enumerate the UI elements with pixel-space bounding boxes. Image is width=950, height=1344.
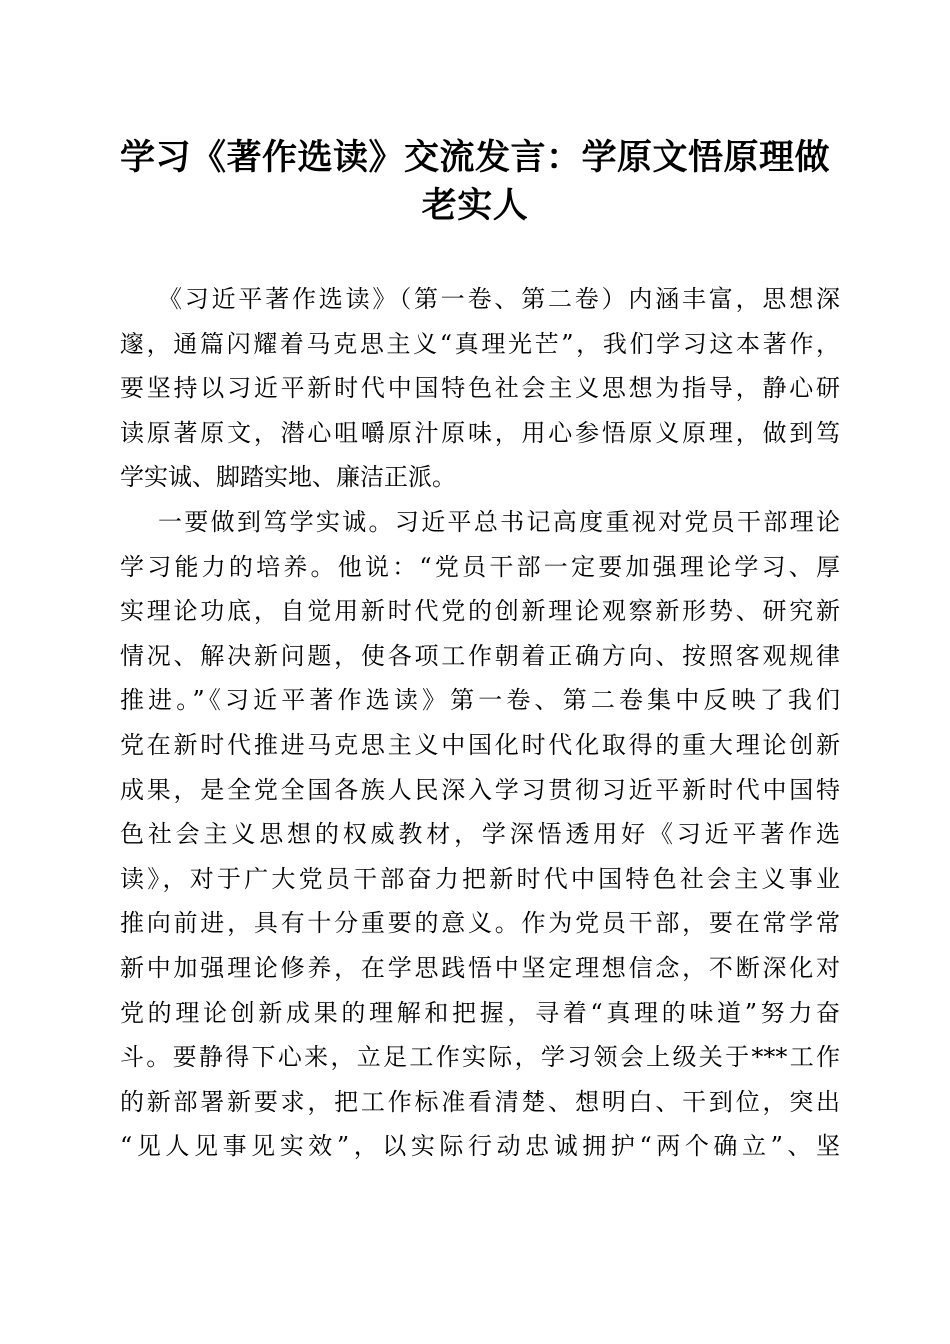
paragraph-line: 推进。”《习近平著作选读》第一卷、第二卷集中反映了我们	[120, 686, 840, 715]
paragraph-line: 实理论功底，自觉用新时代党的创新理论观察新形势、研究新	[120, 597, 840, 626]
paragraph-line: 斗。要静得下心来，立足工作实际，学习领会上级关于***工作	[120, 1043, 840, 1072]
paragraph-line: 读》，对于广大党员干部奋力把新时代中国特色社会主义事业	[120, 864, 840, 893]
paragraph-line: 《习近平著作选读》（第一卷、第二卷）内涵丰富，思想深	[158, 285, 840, 313]
paragraph-line: 情况、解决新问题，使各项工作朝着正确方向、按照客观规律	[120, 641, 840, 670]
paragraph-line: 读原著原文，潜心咀嚼原汁原味，用心参悟原义原理，做到笃	[120, 418, 840, 447]
paragraph-line: 学实诚、脚踏实地、廉洁正派。	[120, 463, 456, 492]
paragraph-line: 新中加强理论修养，在学思践悟中坚定理想信念，不断深化对	[120, 953, 840, 982]
title-line: 学习《著作选读》交流发言：学原文悟原理做	[119, 137, 830, 178]
paragraph-line: 党在新时代推进马克思主义中国化时代化取得的重大理论创新	[120, 730, 840, 759]
document-body	[120, 277, 840, 1169]
document-title	[110, 134, 840, 230]
paragraph-line: 推向前进，具有十分重要的意义。作为党员干部，要在常学常	[120, 909, 840, 938]
paragraph-line: 学习能力的培养。他说：“党员干部一定要加强理论学习、厚	[120, 552, 840, 581]
paragraph-line: “见人见事见实效”，以实际行动忠诚拥护“两个确立”、坚	[120, 1132, 840, 1161]
paragraph-line: 邃，通篇闪耀着马克思主义“真理光芒”，我们学习这本著作，	[120, 329, 840, 358]
paragraph-line: 成果，是全党全国各族人民深入学习贯彻习近平新时代中国特	[120, 775, 840, 804]
paragraph-line: 一要做到笃学实诚。习近平总书记高度重视对党员干部理论	[158, 507, 840, 536]
paragraph-line: 党的理论创新成果的理解和把握，寻着“真理的味道”努力奋	[120, 998, 840, 1027]
paragraph-section-one	[120, 500, 840, 1169]
paragraph-line: 的新部署新要求，把工作标准看清楚、想明白、干到位，突出	[120, 1087, 840, 1116]
title-line: 老实人	[421, 185, 529, 226]
paragraph-intro	[120, 277, 840, 500]
paragraph-line: 要坚持以习近平新时代中国特色社会主义思想为指导，静心研	[120, 374, 840, 403]
paragraph-line: 色社会主义思想的权威教材，学深悟透用好《习近平著作选	[120, 820, 840, 849]
